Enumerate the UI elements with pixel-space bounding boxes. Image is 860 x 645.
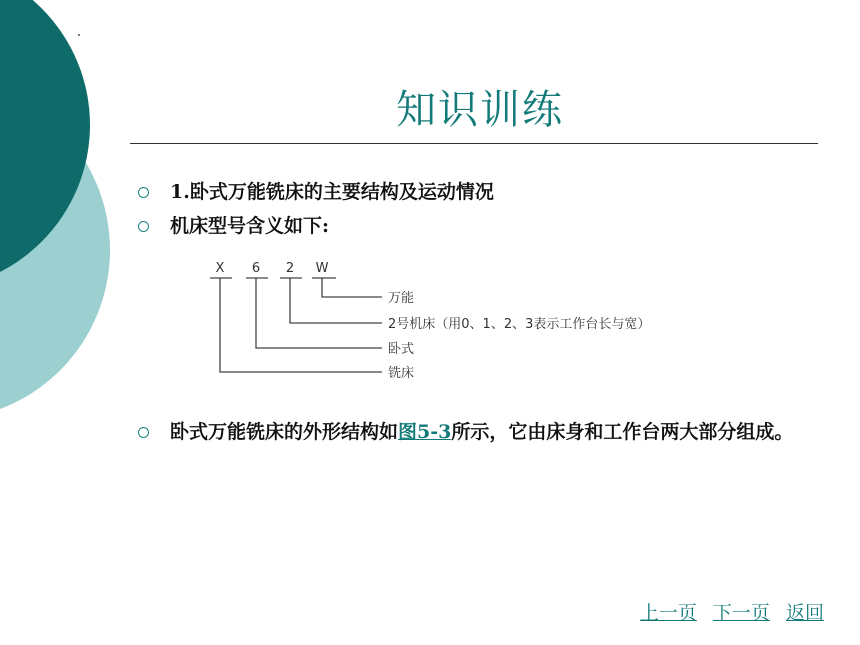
bullet-text: 机床型号含义如下:	[170, 215, 330, 237]
next-page-link[interactable]: 下一页	[712, 602, 770, 624]
label-milling-machine: 铣床	[388, 366, 415, 381]
leader-line-6	[256, 278, 382, 348]
model-number-diagram	[206, 256, 726, 386]
code-digit-2: 2	[285, 261, 295, 276]
bullet-circle-icon	[138, 221, 149, 232]
leader-line-2	[290, 278, 382, 323]
slide-title: 知识训练	[396, 87, 564, 133]
code-letter-x: X	[215, 261, 225, 276]
bullet-circle-icon	[138, 187, 149, 198]
paragraph-text-after: 所示，它由床身和工作台两大部分组成。	[451, 421, 794, 443]
bullet-text: 1.卧式万能铣床的主要结构及运动情况	[170, 181, 494, 203]
label-horizontal: 卧式	[388, 342, 415, 357]
prev-page-link[interactable]: 上一页	[639, 602, 697, 624]
label-universal: 万能	[388, 291, 415, 306]
figure-5-3-link[interactable]: 图5-3	[398, 421, 452, 443]
bullet-text	[170, 418, 810, 446]
leader-line-w	[322, 278, 382, 297]
leader-line-x	[220, 278, 382, 372]
back-link[interactable]: 返回	[785, 602, 824, 624]
bullet-circle-icon	[138, 427, 149, 438]
model-number-diagram-svg	[206, 256, 726, 386]
decorative-dot	[78, 34, 80, 36]
label-machine-number: 2号机床（用0、1、2、3表示工作台长与宽）	[388, 317, 651, 332]
title-divider	[130, 143, 818, 144]
code-letter-w: W	[315, 261, 329, 276]
code-digit-6: 6	[251, 261, 261, 276]
paragraph-text-before: 卧式万能铣床的外形结构如	[170, 421, 399, 443]
slide-navigation	[630, 598, 824, 625]
